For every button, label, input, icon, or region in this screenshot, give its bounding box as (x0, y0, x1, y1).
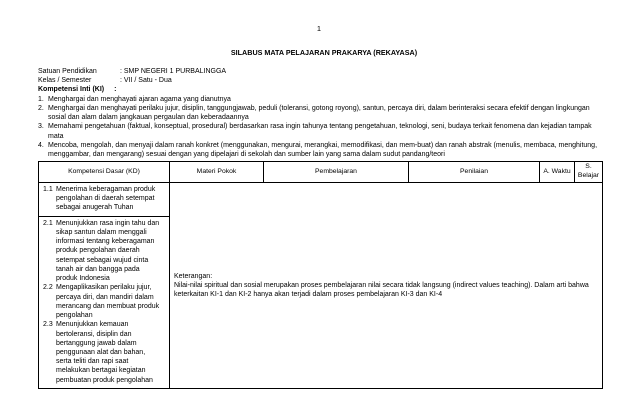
ki-heading-colon: : (114, 86, 117, 94)
meta-row-class (38, 76, 608, 85)
kd-text: Menunjukkan kemauan bertoleransi, disiplin dan bertanggung jawab dalam penggunaan alat dan bahan, serta teliti dan rapi saat melakukan bertagai kegiatan pembuatan produk pengolahan (56, 321, 153, 384)
kd-text: Menunjukkan rasa ingin tahu dan sikap santun dalam menggali informasi tentang keberagaman produk pengolahan daerah setempat sebagai wujud cinta tanah air dan bangga pada produk Indonesia (56, 219, 160, 283)
page-number: 1 (316, 24, 322, 33)
ki-text: Menghargai dan menghayati perilaku jujur, disiplin, tanggungjawab, peduli (toleransi, gotong royong), santun, percaya diri, dalam berinteraksi secara efektif dengan lingkungan sosial dan alam dalam jangkauan pergaulan dan keberadaannya (48, 104, 590, 122)
kd-text: Menerima keberagaman produk pengolahan di daerah setempat sebagai anugerah Tuhan (56, 186, 156, 212)
meta-value: : VII / Satu - Dua (120, 77, 172, 85)
kd-number: 2.2 (43, 284, 53, 292)
kd-entry (42, 219, 166, 284)
header-pembelajaran: Pembelajaran (264, 162, 409, 183)
header-alokasi-waktu: A. Waktu (540, 162, 575, 183)
ki-item-1 (38, 95, 608, 104)
header-penilaian: Penilaian (409, 162, 540, 183)
ki-text: Memahami pengetahuan (faktual, konseptual, prosedural) berdasarkan rasa ingin tahunya tentang pengetahuan, teknologi, seni, budaya terkait fenomena dan kejadian tampak mata (48, 123, 592, 140)
meta-row-school (38, 67, 608, 76)
kd-number: 2.1 (43, 219, 53, 227)
ki-number: 4. (38, 141, 44, 149)
ki-list (38, 95, 608, 160)
ki-item-3 (38, 122, 608, 140)
syllabus-table (38, 161, 603, 389)
kd-number: 1.1 (43, 186, 53, 193)
ki-heading-label: Kompetensi Inti (KI) (38, 86, 105, 94)
ki-number: 3. (38, 123, 44, 131)
table-header-row (39, 162, 603, 183)
keterangan-text: Nilai-nilai spiritual dan sosial merupakan proses pembelajaran nilai secara tidak langsung (indirect values teaching). Dalam arti bahwa keterkaitan KI-1 dan KI-2 hanya akan terjadi dalam proses pembelajaran KI-3 dan KI-4 (174, 281, 589, 299)
meta-label: Satuan Pendidikan (38, 68, 97, 75)
ki-heading (38, 85, 608, 94)
kd-entry (42, 320, 166, 385)
document-meta (38, 67, 608, 159)
meta-label: Kelas / Semester (38, 77, 92, 85)
ki-text: Menghargai dan menghayati ajaran agama yang dianutnya (48, 95, 231, 103)
document-title: SILABUS MATA PELAJARAN PRAKARYA (REKAYASA) (230, 48, 418, 57)
table-row (39, 183, 603, 389)
meta-value: : SMP NEGERI 1 PURBALINGGA (120, 68, 227, 75)
kd-text: Mengaplikasikan perilaku jujur, percaya diri, dan mandiri dalam merancang dan membuat produk pengolahan (56, 284, 160, 320)
ki-item-4 (38, 141, 608, 159)
kd-cell (39, 183, 170, 389)
keterangan-label: Keterangan: (174, 272, 213, 280)
ki-number: 1. (38, 95, 44, 103)
kd-number: 2.3 (43, 321, 53, 329)
kd-block-ki1 (39, 183, 169, 216)
keterangan-cell (170, 183, 603, 389)
kd-entry (42, 185, 166, 213)
header-materi-pokok: Materi Pokok (170, 162, 264, 183)
ki-number: 2. (38, 104, 44, 112)
kd-entry (42, 283, 166, 320)
header-sumber-belajar: S. Belajar (575, 162, 603, 183)
ki-item-2 (38, 104, 608, 122)
kd-block-ki2 (39, 216, 169, 388)
header-kompetensi-dasar: Kompetensi Dasar (KD) (39, 162, 170, 183)
ki-text: Mencoba, mengolah, dan menyaji dalam ranah konkret (menggunakan, mengurai, merangkai, memodifikasi, dan mem-buat) dan ranah abstrak (menulis, membaca, menghitung, menggambar, dan mengarang) sesuai dengan yang dipelajari di sekolah dan sumber lain yang sama dalam sudut pandang/teori (48, 141, 598, 159)
